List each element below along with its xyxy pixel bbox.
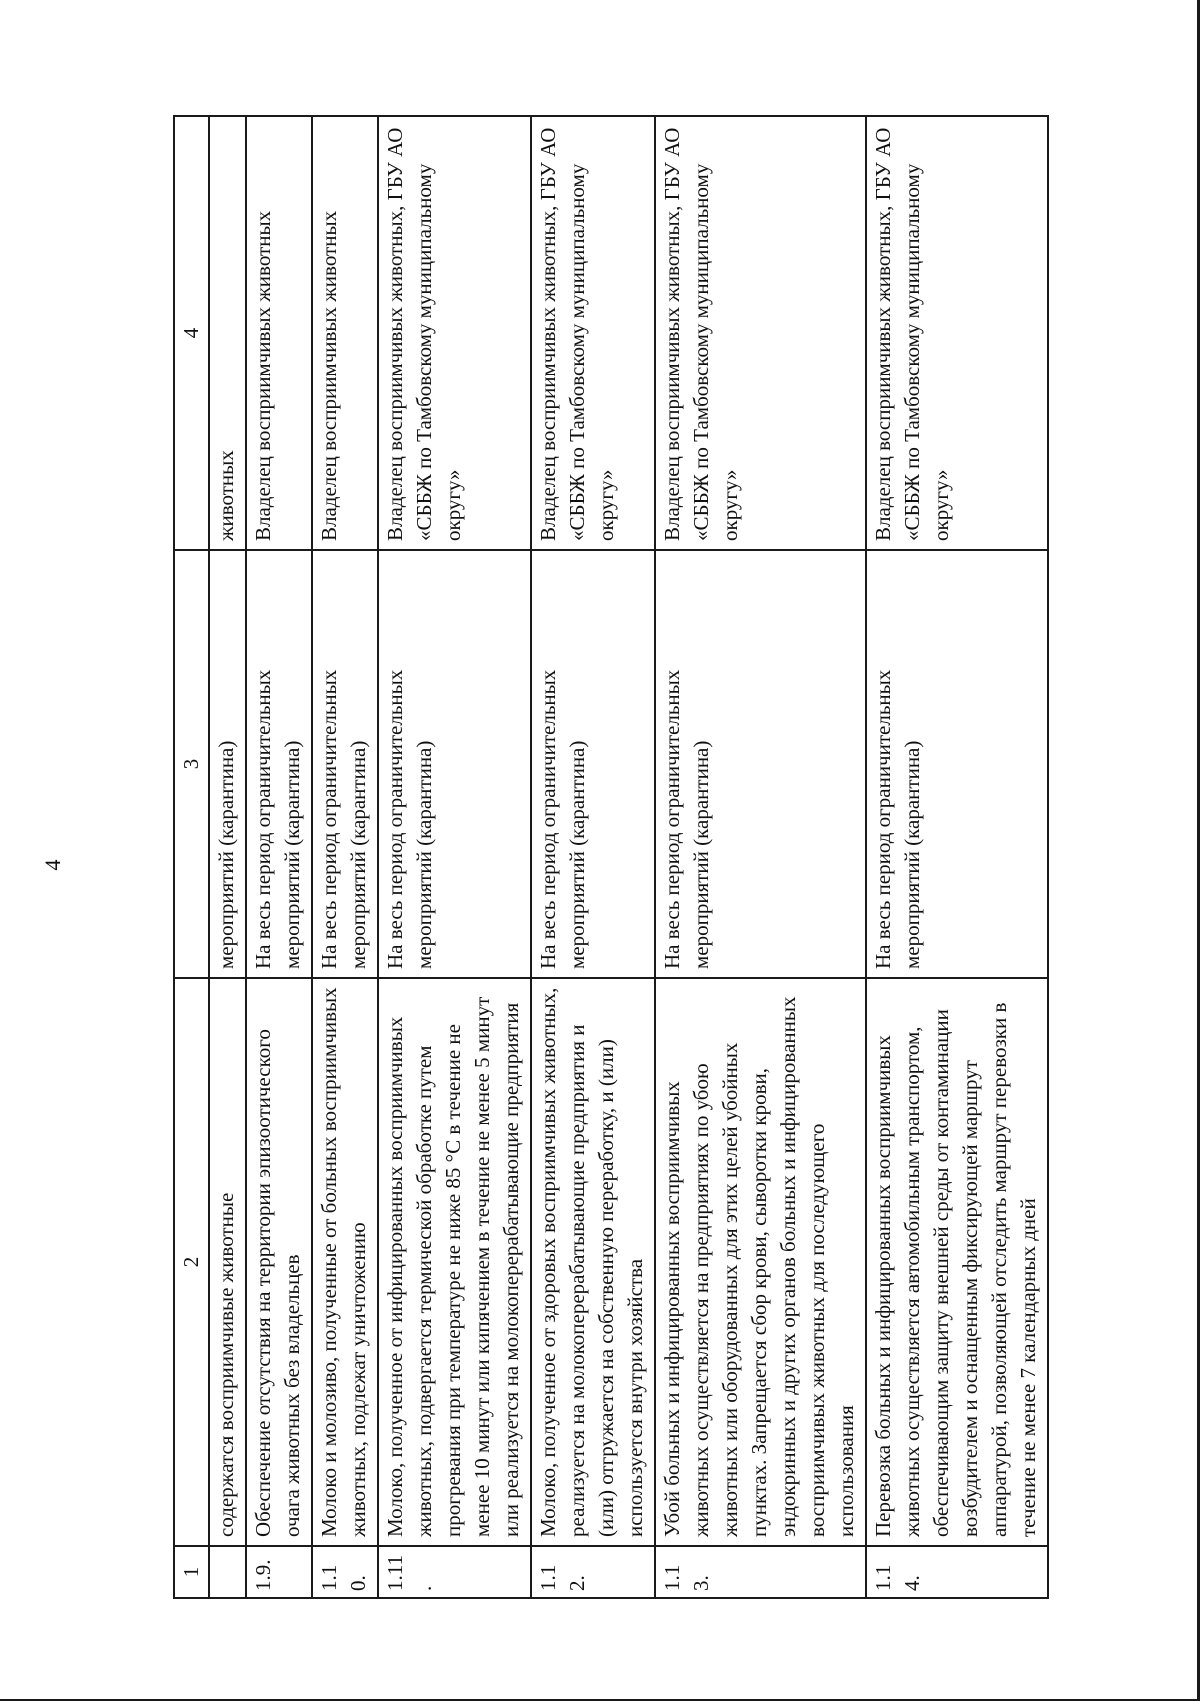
- row-responsible: Владелец восприимчивых животных: [246, 116, 312, 550]
- row-number: 1.14.: [866, 1546, 1048, 1598]
- row-term: На весь период ограничительных мероприятий (карантина): [246, 550, 312, 978]
- row-responsible: Владелец восприимчивых животных, ГБУ АО «СББЖ по Тамбовскому муниципальному округу»: [531, 116, 655, 550]
- row-number: 1.13.: [655, 1546, 866, 1598]
- header-col-3: 3: [174, 550, 209, 978]
- row-responsible: Владелец восприимчивых животных, ГБУ АО «СББЖ по Тамбовскому муниципальному округу»: [655, 116, 866, 550]
- table-row: [246, 116, 312, 1598]
- row-measure: Молоко, полученное от инфицированных восприимчивых животных, подвергается термической обработке путем прогревания при температуре не ниже 85 °С в течение не менее 10 минут или кипячением в течение не менее 5 минут или реализуется на молокоперерабатывающие предприятия: [378, 978, 531, 1546]
- rotated-table-sheet: [173, 117, 1078, 1599]
- header-col-4: 4: [174, 116, 209, 550]
- page-number: 4: [40, 859, 65, 871]
- row-measure: содержатся восприимчивые животные: [209, 978, 246, 1546]
- table-row: [209, 116, 246, 1598]
- row-number: [209, 1546, 246, 1598]
- row-measure: Обеспечение отсутствия на территории эпизоотического очага животных без владельцев: [246, 978, 312, 1546]
- header-col-2: 2: [174, 978, 209, 1546]
- row-term: На весь период ограничительных мероприятий (карантина): [655, 550, 866, 978]
- row-measure: Молоко и молозиво, полученные от больных восприимчивых животных, подлежат уничтожению: [312, 978, 378, 1546]
- row-number: 1.10.: [312, 1546, 378, 1598]
- row-number: 1.9.: [246, 1546, 312, 1598]
- table-header-row: [174, 116, 209, 1598]
- row-term: На весь период ограничительных мероприятий (карантина): [531, 550, 655, 978]
- table-row: [312, 116, 378, 1598]
- row-measure: Молоко, полученное от здоровых восприимчивых животных, реализуется на молокоперерабатывающие предприятия и (или) отгружается на собственную переработку, и (или) используется внутри хозяйства: [531, 978, 655, 1546]
- row-responsible: животных: [209, 116, 246, 550]
- header-col-1: 1: [174, 1546, 209, 1598]
- row-term: На весь период ограничительных мероприятий (карантина): [312, 550, 378, 978]
- row-term: На весь период ограничительных мероприятий (карантина): [866, 550, 1048, 978]
- measures-table: [173, 115, 1049, 1599]
- row-responsible: Владелец восприимчивых животных, ГБУ АО «СББЖ по Тамбовскому муниципальному округу»: [378, 116, 531, 550]
- row-number: 1.11.: [378, 1546, 531, 1598]
- table-row: [866, 116, 1048, 1598]
- row-number: 1.12.: [531, 1546, 655, 1598]
- table-row: [378, 116, 531, 1598]
- table-row: [531, 116, 655, 1598]
- row-responsible: Владелец восприимчивых животных, ГБУ АО «СББЖ по Тамбовскому муниципальному округу»: [866, 116, 1048, 550]
- row-measure: Убой больных и инфицированных восприимчивых животных осуществляется на предприятиях по убою животных или оборудованных для этих целей убойных пунктах. Запрещается сбор крови, сыворотки крови, эндокринных и других органов больных и инфицированных восприимчивых животных для последующего использования: [655, 978, 866, 1546]
- row-responsible: Владелец восприимчивых животных: [312, 116, 378, 550]
- row-term: На весь период ограничительных мероприятий (карантина): [378, 550, 531, 978]
- row-measure: Перевозка больных и инфицированных восприимчивых животных осуществляется автомобильным транспортом, обеспечивающим защиту внешней среды от контаминации возбудителем и оснащенным фиксирующей маршрут аппаратурой, позволяющей отследить маршрут перевозки в течение не менее 7 календарных дней: [866, 978, 1048, 1546]
- row-term: мероприятий (карантина): [209, 550, 246, 978]
- table-row: [655, 116, 866, 1598]
